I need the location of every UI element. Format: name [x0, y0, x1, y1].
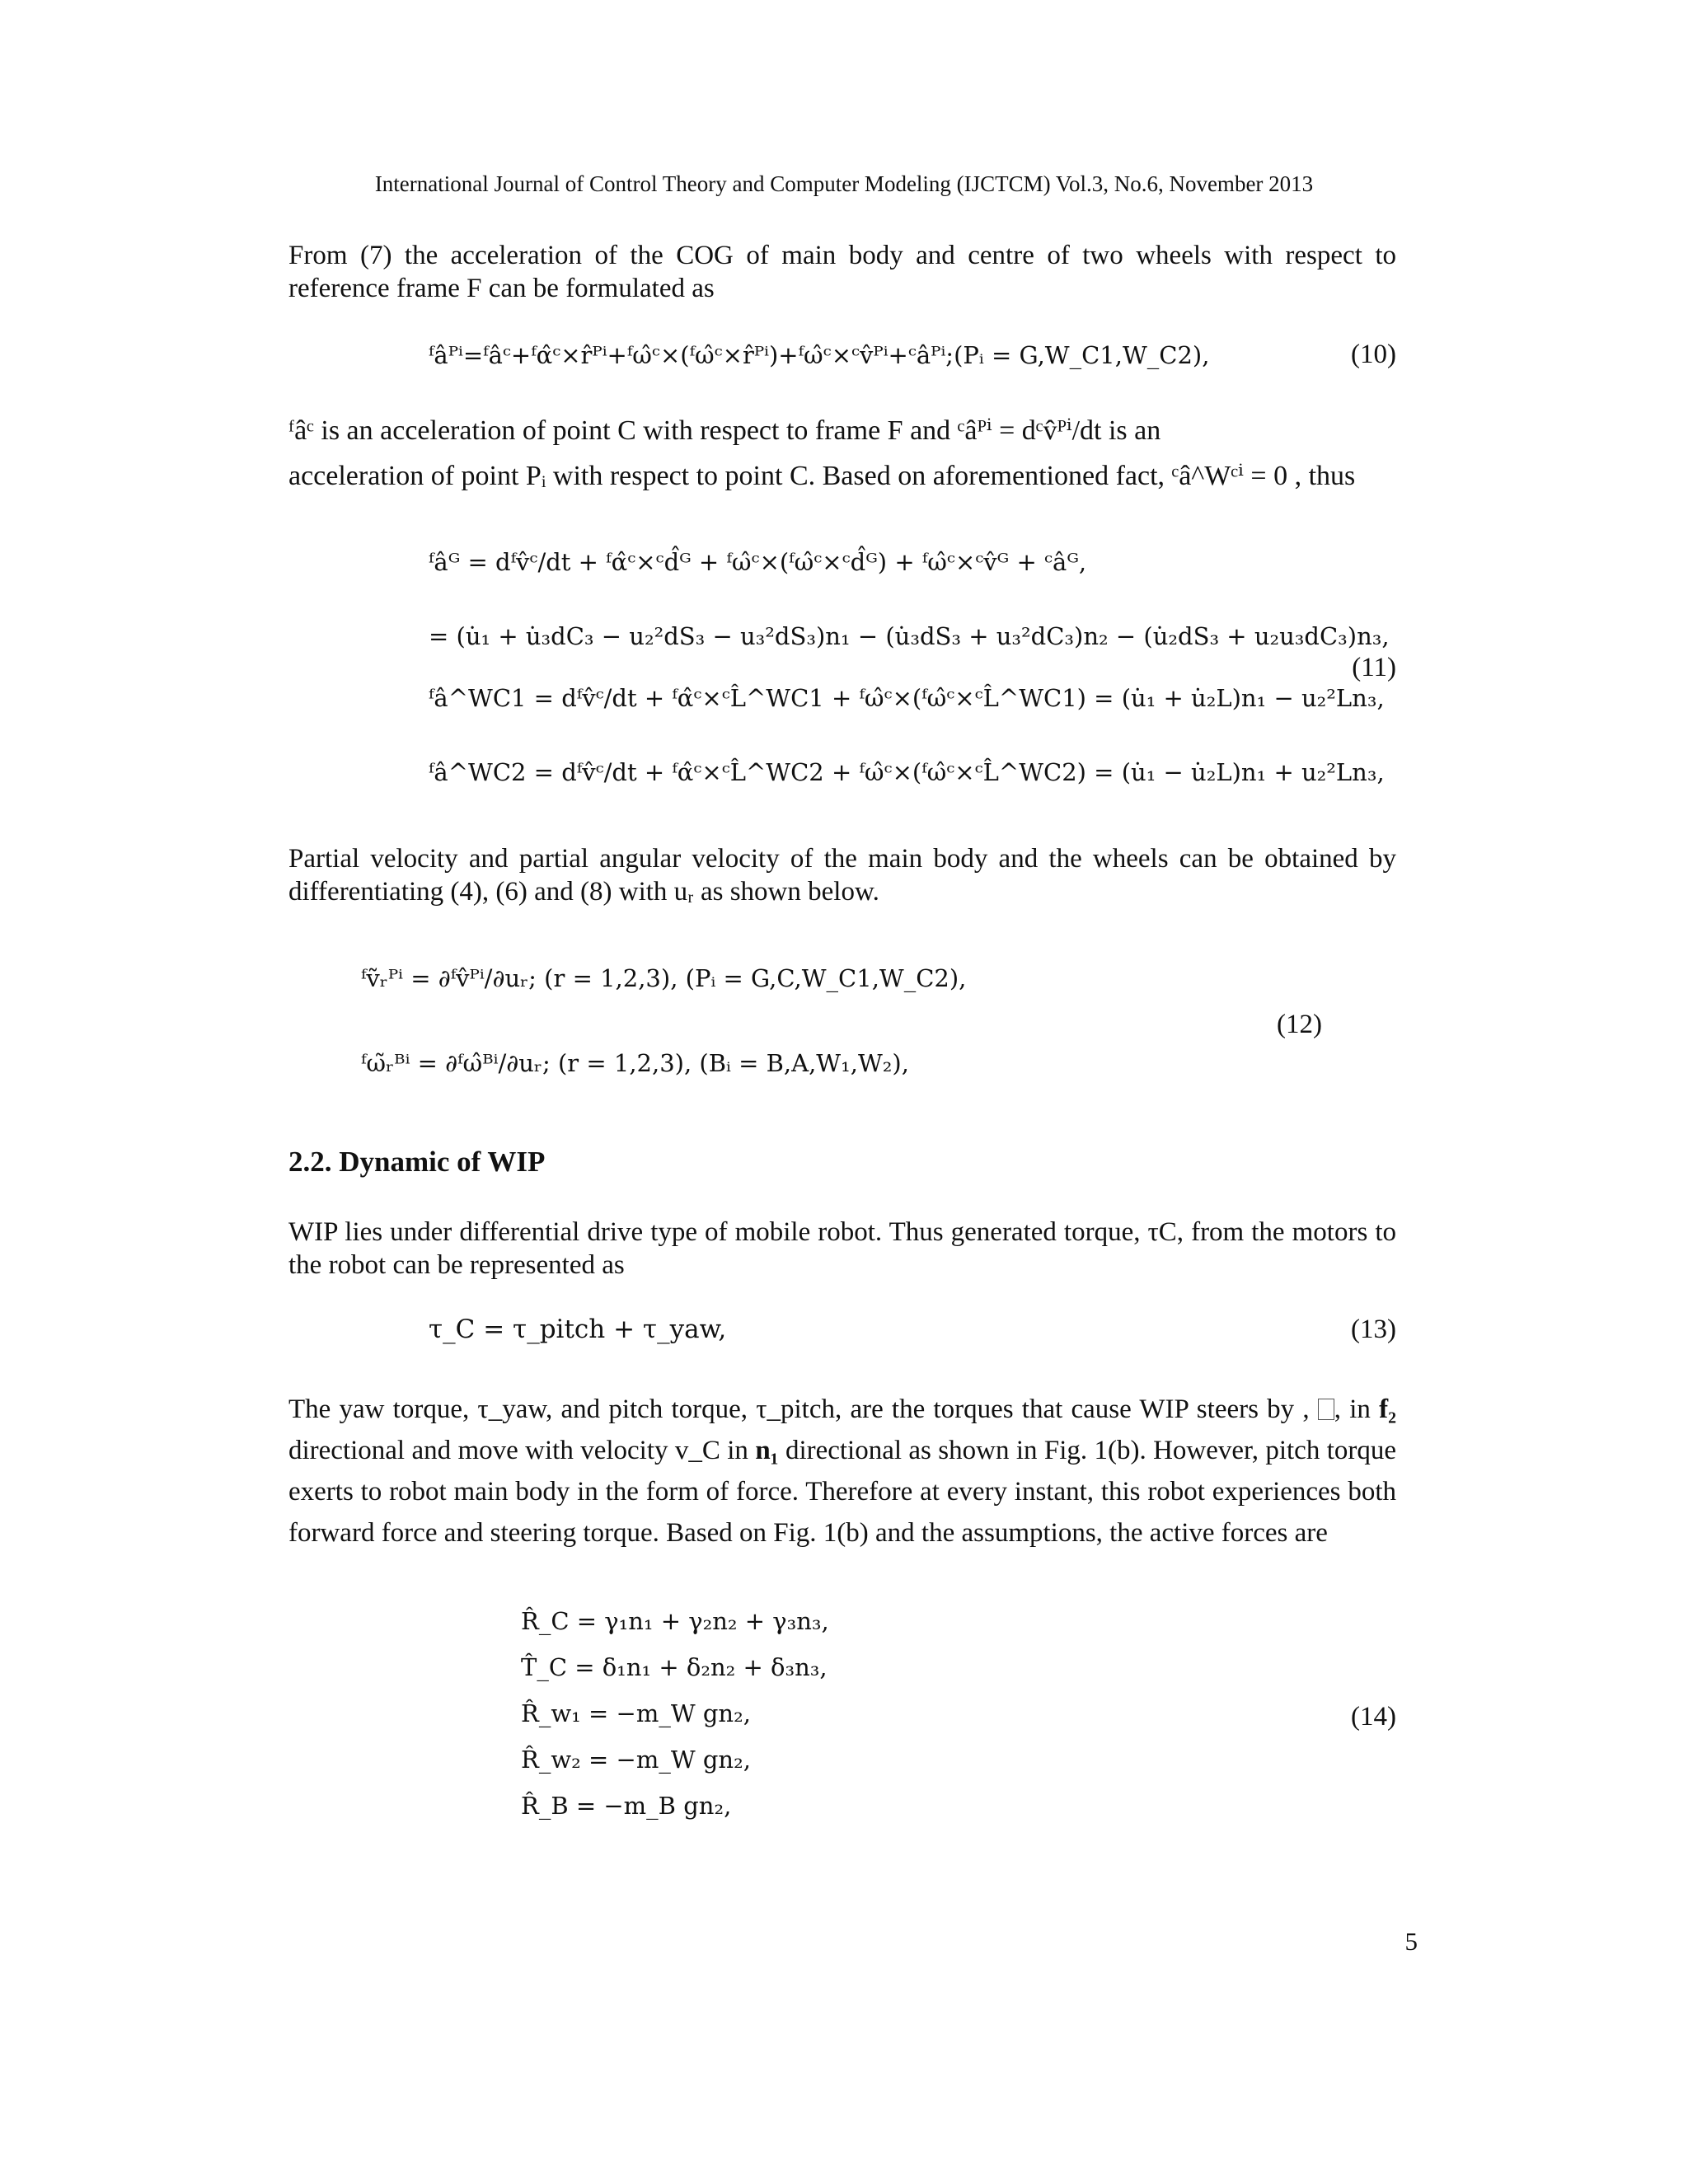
paragraph-5-part-d: directional as shown in Fig. 1(b). However, pitch torque exerts to robot main body in the form of force. Therefore at every instant, this robot experiences both forward force and steering torque. Based on Fig. 1(b) and the assumptions, the active forces are [288, 1436, 1396, 1548]
equation-11-line-2: = (u̇₁ + u̇₃dC₃ − u₂²dS₃ − u₃²dS₃)n₁ − (u̇₃dS₃ + u₃²dC₃)n₂ − (u̇₂dS₃ + u₂u₃dC₃)n₃, [429, 622, 1390, 650]
paragraph-2-line-1: ᶠâᶜ is an acceleration of point C with respect to frame F and ᶜâᴾⁱ = dᶜv̂ᴾⁱ/dt is an [288, 415, 1161, 446]
equation-11-line-1: ᶠâᴳ = dᶠv̂ᶜ/dt + ᶠα̂ᶜ×ᶜd̂ᴳ + ᶠω̂ᶜ×(ᶠω̂ᶜ×ᶜd̂ᴳ) + ᶠω̂ᶜ×ᶜv̂ᴳ + ᶜâᴳ, [429, 548, 1087, 576]
equation-11-line-3: ᶠâ^WC1 = dᶠv̂ᶜ/dt + ᶠα̂ᶜ×ᶜL̂^WC1 + ᶠω̂ᶜ×(ᶠω̂ᶜ×ᶜL̂^WC1) = (u̇₁ + u̇₂L)n₁ − u₂²Ln₃, [429, 684, 1385, 712]
equation-13-number: (13) [1351, 1315, 1396, 1344]
equation-13: τ_C = τ_pitch + τ_yaw, [429, 1315, 727, 1344]
equation-14-line-5: R̂_B = −m_B gn₂, [521, 1792, 732, 1820]
paragraph-5 [288, 1389, 1396, 1554]
equation-10: ᶠâᴾⁱ=ᶠâᶜ+ᶠα̂ᶜ×r̂ᴾⁱ+ᶠω̂ᶜ×(ᶠω̂ᶜ×r̂ᴾⁱ)+ᶠω̂ᶜ×ᶜv̂ᴾⁱ+ᶜâᴾⁱ;(Pᵢ = G,W_C1,W_C2), [429, 341, 1210, 369]
paragraph-5-part-a: The yaw torque, τ_yaw, and pitch torque, τ_pitch, are the torques that cause WIP steers by , [288, 1394, 1310, 1424]
section-heading: 2.2. Dynamic of WIP [288, 1146, 546, 1178]
equation-10-number: (10) [1351, 340, 1396, 369]
page-number: 5 [1404, 1927, 1418, 1956]
paragraph-5-part-b: , in [1334, 1394, 1371, 1424]
running-header: International Journal of Control Theory and Computer Modeling (IJCTCM) Vol.3, No.6, November 2013 [374, 171, 1314, 196]
n1-vector: n₁ [755, 1436, 779, 1465]
f2-vector: f₂ [1379, 1394, 1397, 1424]
equation-14-line-3: R̂_w₁ = −m_W gn₂, [521, 1699, 751, 1727]
missing-glyph-icon [1318, 1399, 1334, 1420]
equation-14-line-1: R̂_C = γ₁n₁ + γ₂n₂ + γ₃n₃, [521, 1607, 829, 1635]
equation-12-number: (12) [1277, 1010, 1322, 1039]
equation-12-line-1: ᶠṽᵣᴾⁱ = ∂ᶠv̂ᴾⁱ/∂uᵣ; (r = 1,2,3), (Pᵢ = G,C,W_C1,W_C2), [361, 964, 967, 992]
equation-11-number: (11) [1352, 653, 1396, 682]
paragraph-1: From (7) the acceleration of the COG of main body and centre of two wheels with respect to reference frame F can be formulated as [288, 241, 1396, 303]
paragraph-4: WIP lies under differential drive type of mobile robot. Thus generated torque, τC, from the motors to the robot can be represented as [288, 1217, 1396, 1280]
paragraph-2-line-2: acceleration of point Pᵢ with respect to point C. Based on aforementioned fact, ᶜâ^Wᶜⁱ = 0 , thus [288, 461, 1356, 491]
paragraph-5-part-c: directional and move with velocity v_C in [288, 1436, 748, 1465]
equation-11-line-4: ᶠâ^WC2 = dᶠv̂ᶜ/dt + ᶠα̂ᶜ×ᶜL̂^WC2 + ᶠω̂ᶜ×(ᶠω̂ᶜ×ᶜL̂^WC2) = (u̇₁ − u̇₂L)n₁ + u₂²Ln₃, [429, 758, 1385, 786]
equation-14-line-4: R̂_w₂ = −m_W gn₂, [521, 1746, 751, 1774]
equation-14-number: (14) [1351, 1702, 1396, 1732]
equation-12-line-2: ᶠω̃ᵣᴮⁱ = ∂ᶠω̂ᴮⁱ/∂uᵣ; (r = 1,2,3), (Bᵢ = B,A,W₁,W₂), [361, 1049, 909, 1077]
equation-14-line-2: T̂_C = δ₁n₁ + δ₂n₂ + δ₃n₃, [521, 1653, 828, 1681]
paragraph-3: Partial velocity and partial angular velocity of the main body and the wheels can be obtained by differentiating (4), (6) and (8) with uᵣ as shown below. [288, 844, 1396, 907]
